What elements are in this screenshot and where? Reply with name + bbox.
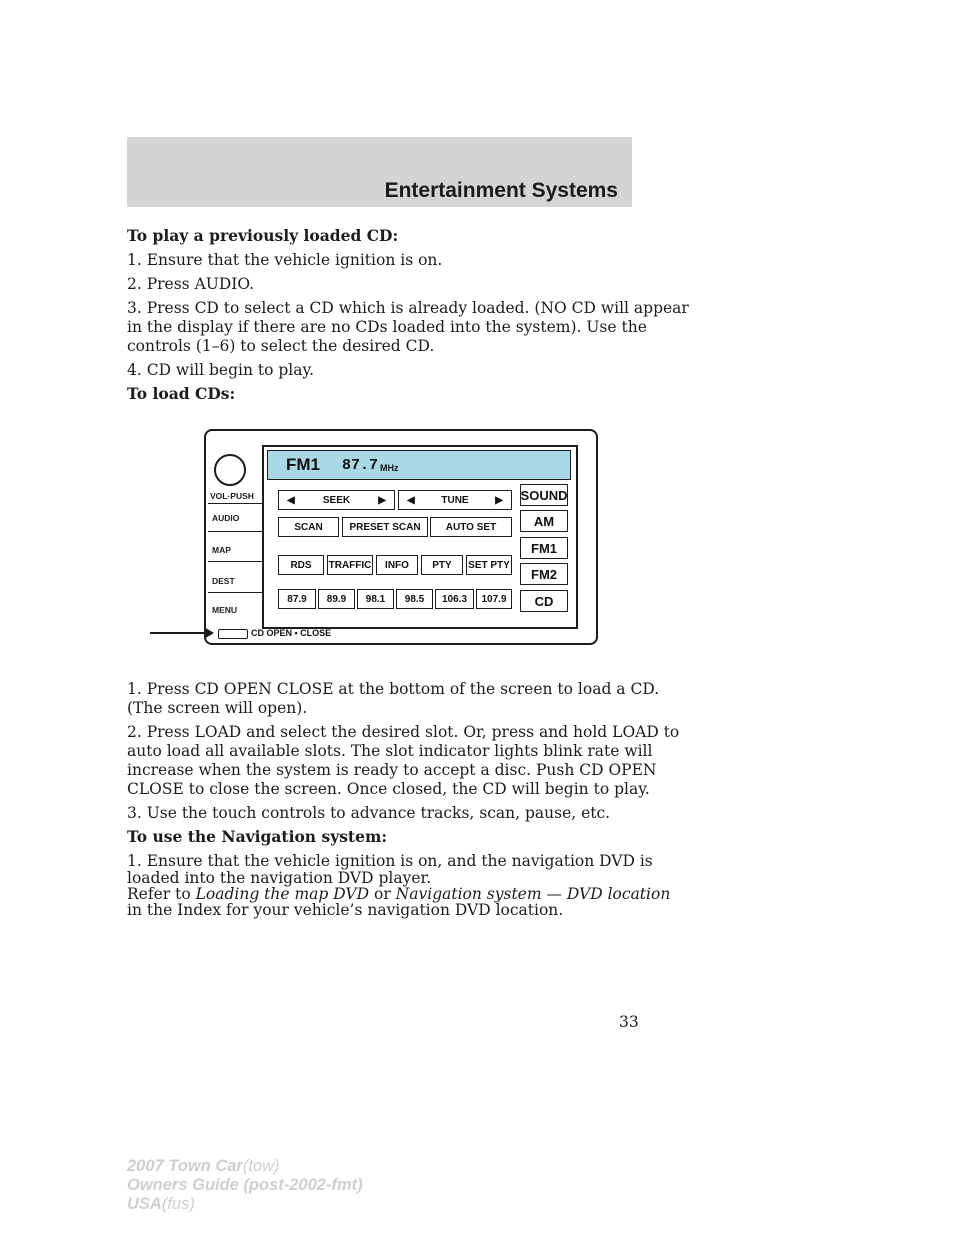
arrow-head-icon bbox=[204, 627, 214, 639]
arrow-left-icon: ◀ bbox=[287, 494, 295, 506]
auto-set-button: AUTO SET bbox=[430, 517, 512, 537]
audio-button: AUDIO bbox=[212, 513, 240, 523]
pty-button: PTY bbox=[421, 555, 463, 575]
preset-button: 87.9 bbox=[278, 589, 316, 609]
sound-button: SOUND bbox=[520, 484, 568, 506]
footer-model-code: (tow) bbox=[242, 1157, 280, 1175]
step-text: 2. Press AUDIO. bbox=[127, 275, 255, 293]
heading-play-cd: To play a previously loaded CD: bbox=[127, 226, 399, 245]
page-number: 33 bbox=[619, 1013, 639, 1031]
divider bbox=[208, 531, 262, 532]
info-button: INFO bbox=[376, 555, 418, 575]
header-band bbox=[127, 137, 632, 207]
step-text: 3. Press CD to select a CD which is already loaded. (NO CD will appear bbox=[127, 299, 689, 317]
arrow-right-icon: ▶ bbox=[378, 494, 386, 506]
step-text: CLOSE to close the screen. Once closed, the CD will begin to play. bbox=[127, 780, 650, 798]
step-text: 3. Use the touch controls to advance tracks, scan, pause, etc. bbox=[127, 804, 611, 822]
tune-button: ◀ TUNE ▶ bbox=[398, 490, 512, 510]
traffic-button: TRAFFIC bbox=[327, 555, 373, 575]
refer-prefix: Refer to bbox=[127, 885, 191, 903]
step-text: in the Index for your vehicle’s navigation DVD location. bbox=[127, 901, 564, 919]
footer-line bbox=[127, 1195, 195, 1214]
pointer-arrow bbox=[150, 632, 208, 634]
map-button: MAP bbox=[212, 545, 231, 555]
step-text: increase when the system is ready to accept a disc. Push CD OPEN bbox=[127, 761, 657, 779]
footer-line bbox=[127, 1157, 280, 1176]
seek-button: ◀ SEEK ▶ bbox=[278, 490, 395, 510]
dest-button: DEST bbox=[212, 576, 235, 586]
fm2-button: FM2 bbox=[520, 563, 568, 585]
step-text: 1. Ensure that the vehicle ignition is on, and the navigation DVD is bbox=[127, 852, 653, 870]
cd-open-close-label: CD OPEN • CLOSE bbox=[251, 628, 332, 638]
refer-link-dvd-location: Navigation system — DVD location bbox=[395, 885, 671, 903]
volume-knob bbox=[214, 454, 246, 486]
footer-market: USA bbox=[127, 1195, 162, 1213]
preset-button: 98.1 bbox=[357, 589, 394, 609]
arrow-left-icon: ◀ bbox=[407, 494, 415, 506]
preset-button: 106.3 bbox=[435, 589, 474, 609]
preset-scan-button: PRESET SCAN bbox=[342, 517, 428, 537]
preset-button: 89.9 bbox=[318, 589, 355, 609]
step-text: (The screen will open). bbox=[127, 699, 308, 717]
preset-button: 98.5 bbox=[396, 589, 433, 609]
set-pty-button: SET PTY bbox=[466, 555, 512, 575]
vol-push-label: VOL·PUSH bbox=[210, 491, 254, 501]
step-text: 1. Ensure that the vehicle ignition is on. bbox=[127, 251, 443, 269]
lcd-display bbox=[267, 450, 571, 480]
cd-slot-icon bbox=[218, 629, 248, 639]
footer-guide: Owners Guide (post-2002-fmt) bbox=[127, 1176, 363, 1194]
lcd-unit: MHz bbox=[380, 463, 399, 473]
heading-navigation: To use the Navigation system: bbox=[127, 827, 388, 846]
lcd-frequency: 87.7 bbox=[342, 457, 379, 474]
refer-link-map-dvd: Loading the map DVD bbox=[195, 885, 370, 903]
divider bbox=[208, 592, 262, 593]
step-text: 4. CD will begin to play. bbox=[127, 361, 315, 379]
lcd-band: FM1 bbox=[286, 455, 320, 474]
section-title: Entertainment Systems bbox=[384, 179, 618, 202]
step-text: 2. Press LOAD and select the desired slot. Or, press and hold LOAD to bbox=[127, 723, 680, 741]
step-text: in the display if there are no CDs loaded into the system). Use the bbox=[127, 318, 647, 336]
fm1-button: FM1 bbox=[520, 537, 568, 559]
cd-button: CD bbox=[520, 590, 568, 612]
footer-market-code: (fus) bbox=[161, 1195, 195, 1213]
refer-or: or bbox=[373, 885, 391, 903]
preset-button: 107.9 bbox=[476, 589, 512, 609]
scan-button: SCAN bbox=[278, 517, 339, 537]
footer-line bbox=[127, 1176, 363, 1195]
heading-load-cds: To load CDs: bbox=[127, 384, 236, 403]
step-text: controls (1–6) to select the desired CD. bbox=[127, 337, 435, 355]
rds-button: RDS bbox=[278, 555, 324, 575]
am-button: AM bbox=[520, 510, 568, 532]
divider bbox=[208, 561, 262, 562]
step-text: 1. Press CD OPEN CLOSE at the bottom of the screen to load a CD. bbox=[127, 680, 660, 698]
arrow-right-icon: ▶ bbox=[495, 494, 503, 506]
step-text: loaded into the navigation DVD player. bbox=[127, 869, 432, 887]
menu-button: MENU bbox=[212, 605, 238, 615]
step-text: auto load all available slots. The slot indicator lights blink rate will bbox=[127, 742, 653, 760]
radio-panel-illustration bbox=[140, 425, 600, 650]
divider bbox=[208, 503, 262, 504]
footer-model: 2007 Town Car bbox=[127, 1157, 243, 1175]
